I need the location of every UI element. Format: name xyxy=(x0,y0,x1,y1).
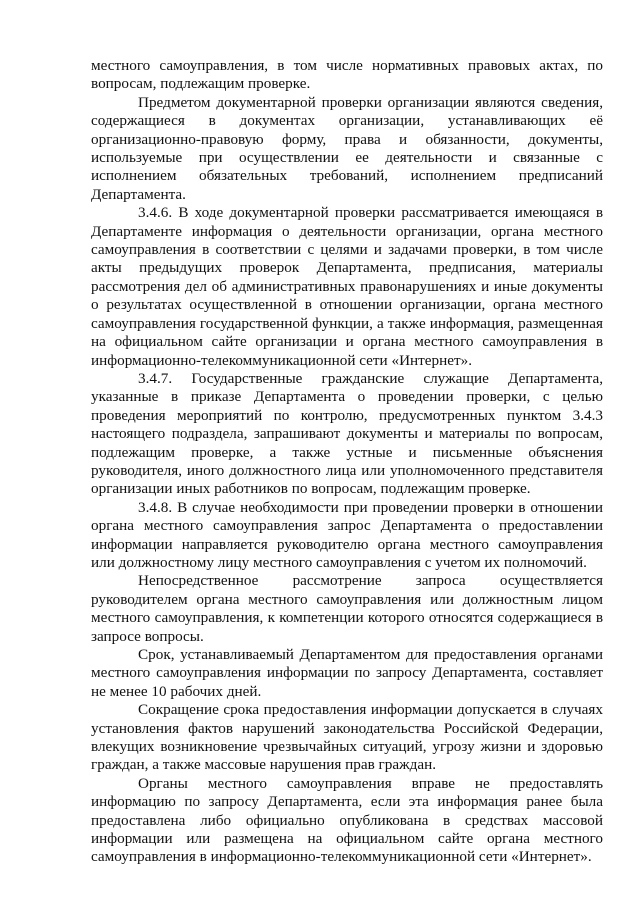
paragraph-3-4-6: 3.4.6. В ходе документарной проверки рассматривается имеющаяся в Департаменте информация о деятельности организации, органа местного самоуправления в соответствии с целями и задачами проверки, в том числе акты предыдущих проверок Департамента, предписания, материалы рассмотрения дел об административных правонарушениях и иные документы о результатах осуществленной в отношении организации, органа местного самоуправления государственной функции, а также информация, размещенная на официальном сайте организации и органа местного самоуправления в информационно-телекоммуникационной сети «Интернет». xyxy=(91,204,603,369)
paragraph-continuation: местного самоуправления, в том числе нормативных правовых актах, по вопросам, подлежащим проверке. xyxy=(91,57,603,93)
paragraph-deadline: Срок, устанавливаемый Департаментом для предоставления органами местного самоуправления информации по запросу Департамента, составляет не менее 10 рабочих дней. xyxy=(91,646,603,700)
paragraph-direct-review: Непосредственное рассмотрение запроса осуществляется руководителем органа местного самоуправления или должностным лицом местного самоуправления, к компетенции которого относятся содержащиеся в запросе вопросы. xyxy=(91,572,603,645)
paragraph-3-4-8: 3.4.8. В случае необходимости при проведении проверки в отношении органа местного самоуправления запрос Департамента о предоставлении информации направляется руководителю органа местного самоуправления или должностному лицу местного самоуправления с учетом их полномочий. xyxy=(91,498,603,571)
paragraph-subject-of-inspection: Предметом документарной проверки организации являются сведения, содержащиеся в документах организации, устанавливающих её организационно-правовую форму, права и обязанности, документы, используемые при осуществлении ее деятельности и связанные с исполнением обязательных требований, исполнением предписаний Департамента. xyxy=(91,93,603,203)
paragraph-right-not-to-provide: Органы местного самоуправления вправе не предоставлять информацию по запросу Департамента, если эта информация ранее была предоставлена либо официально опубликована в средствах массовой информации или размещена на официальном сайте органа местного самоуправления в информационно-телекоммуникационной сети «Интернет». xyxy=(91,774,603,866)
document-page xyxy=(91,57,603,867)
paragraph-3-4-7: 3.4.7. Государственные гражданские служащие Департамента, указанные в приказе Департамента о проведении проверки, с целью проведения мероприятий по контролю, предусмотренных пунктом 3.4.3 настоящего подраздела, запрашивают документы и материалы по вопросам, подлежащим проверке, а также устные и письменные объяснения руководителя, иного должностного лица или уполномоченного представителя организации иных работников по вопросам, подлежащим проверке. xyxy=(91,369,603,498)
paragraph-deadline-reduction: Сокращение срока предоставления информации допускается в случаях установления фактов нарушений законодательства Российской Федерации, влекущих возникновение чрезвычайных ситуаций, угрозу жизни и здоровью граждан, а также массовые нарушения прав граждан. xyxy=(91,701,603,774)
